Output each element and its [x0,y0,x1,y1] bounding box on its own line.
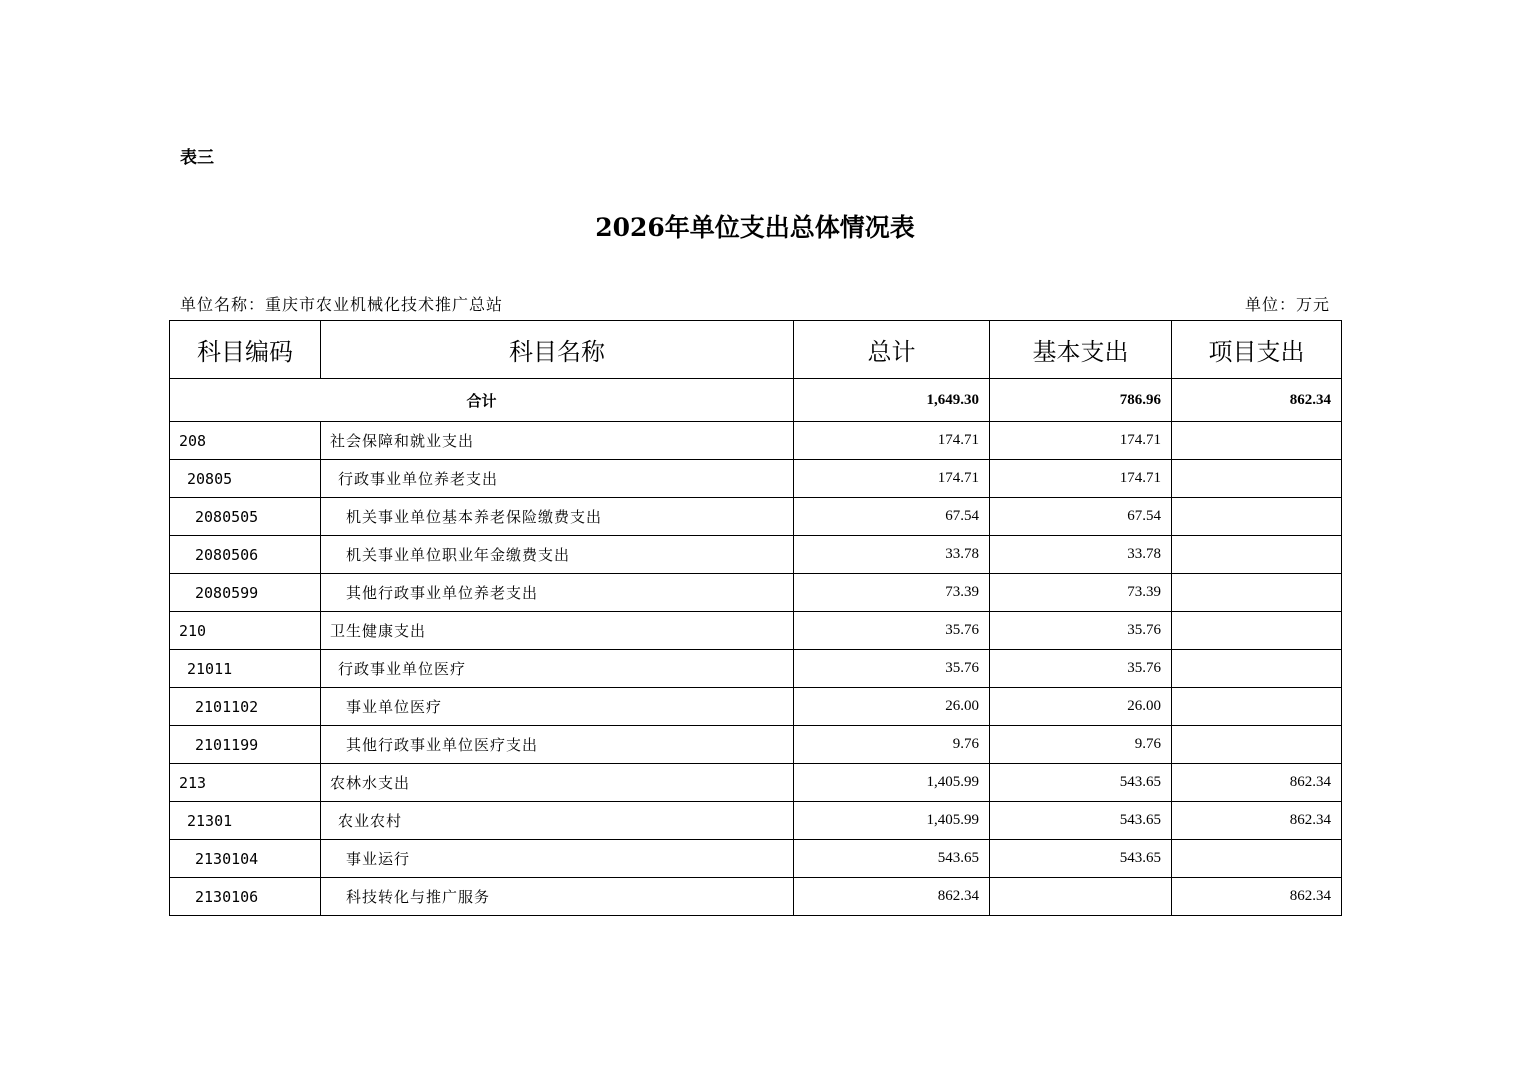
row-basic: 543.65 [990,764,1172,802]
row-name: 行政事业单位养老支出 [321,460,794,498]
row-basic: 35.76 [990,650,1172,688]
row-basic: 9.76 [990,726,1172,764]
table-row [170,574,1342,612]
row-name: 科技转化与推广服务 [321,878,794,916]
row-project [1172,422,1342,460]
row-total: 73.39 [794,574,990,612]
row-project: 862.34 [1172,878,1342,916]
row-total: 35.76 [794,612,990,650]
row-total: 862.34 [794,878,990,916]
row-code: 2080506 [170,536,321,574]
table-row [170,878,1342,916]
row-code: 2130106 [170,878,321,916]
row-basic: 174.71 [990,460,1172,498]
row-name: 行政事业单位医疗 [321,650,794,688]
row-code: 2080505 [170,498,321,536]
row-project [1172,536,1342,574]
row-project [1172,498,1342,536]
row-project [1172,612,1342,650]
table-row [170,536,1342,574]
row-code: 208 [170,422,321,460]
row-basic: 35.76 [990,612,1172,650]
row-basic [990,878,1172,916]
row-code: 2080599 [170,574,321,612]
row-basic: 543.65 [990,802,1172,840]
row-basic: 543.65 [990,840,1172,878]
row-name: 农林水支出 [321,764,794,802]
row-name: 机关事业单位职业年金缴费支出 [321,536,794,574]
total-basic: 786.96 [990,379,1172,422]
row-code: 2101199 [170,726,321,764]
table-row [170,840,1342,878]
table-row [170,802,1342,840]
row-code: 210 [170,612,321,650]
row-code: 21011 [170,650,321,688]
row-project [1172,840,1342,878]
row-project: 862.34 [1172,802,1342,840]
row-project [1172,460,1342,498]
row-total: 1,405.99 [794,802,990,840]
header-total: 总计 [794,321,990,379]
row-project [1172,650,1342,688]
row-name: 事业运行 [321,840,794,878]
row-basic: 26.00 [990,688,1172,726]
row-total: 174.71 [794,422,990,460]
row-basic: 67.54 [990,498,1172,536]
row-project: 862.34 [1172,764,1342,802]
total-project: 862.34 [1172,379,1342,422]
row-total: 174.71 [794,460,990,498]
row-name: 卫生健康支出 [321,612,794,650]
table-row [170,688,1342,726]
row-basic: 174.71 [990,422,1172,460]
row-name: 社会保障和就业支出 [321,422,794,460]
total-row [170,379,1342,422]
unit-name: 单位名称：重庆市农业机械化技术推广总站 [180,295,504,314]
row-name: 机关事业单位基本养老保险缴费支出 [321,498,794,536]
table-row [170,422,1342,460]
table-row [170,726,1342,764]
row-project [1172,688,1342,726]
row-name: 事业单位医疗 [321,688,794,726]
row-total: 1,405.99 [794,764,990,802]
table-number-label: 表三 [180,148,214,168]
table-header-row [170,321,1342,379]
table-row [170,498,1342,536]
unit-of-measure: 单位：万元 [1244,295,1330,314]
row-total: 543.65 [794,840,990,878]
row-basic: 73.39 [990,574,1172,612]
row-code: 2130104 [170,840,321,878]
row-project [1172,574,1342,612]
row-total: 26.00 [794,688,990,726]
table-row [170,650,1342,688]
total-sum: 1,649.30 [794,379,990,422]
total-label: 合计 [170,379,794,422]
row-total: 33.78 [794,536,990,574]
row-code: 213 [170,764,321,802]
row-basic: 33.78 [990,536,1172,574]
row-total: 9.76 [794,726,990,764]
row-code: 21301 [170,802,321,840]
page-title: 2026年单位支出总体情况表 [595,213,915,242]
row-code: 2101102 [170,688,321,726]
header-basic: 基本支出 [990,321,1172,379]
table-row [170,612,1342,650]
row-code: 20805 [170,460,321,498]
row-total: 35.76 [794,650,990,688]
header-code: 科目编码 [170,321,321,379]
row-project [1172,726,1342,764]
table-row [170,460,1342,498]
row-name: 其他行政事业单位养老支出 [321,574,794,612]
table-row [170,764,1342,802]
header-name: 科目名称 [321,321,794,379]
row-total: 67.54 [794,498,990,536]
header-project: 项目支出 [1172,321,1342,379]
row-name: 其他行政事业单位医疗支出 [321,726,794,764]
expenditure-table [169,320,1342,916]
row-name: 农业农村 [321,802,794,840]
